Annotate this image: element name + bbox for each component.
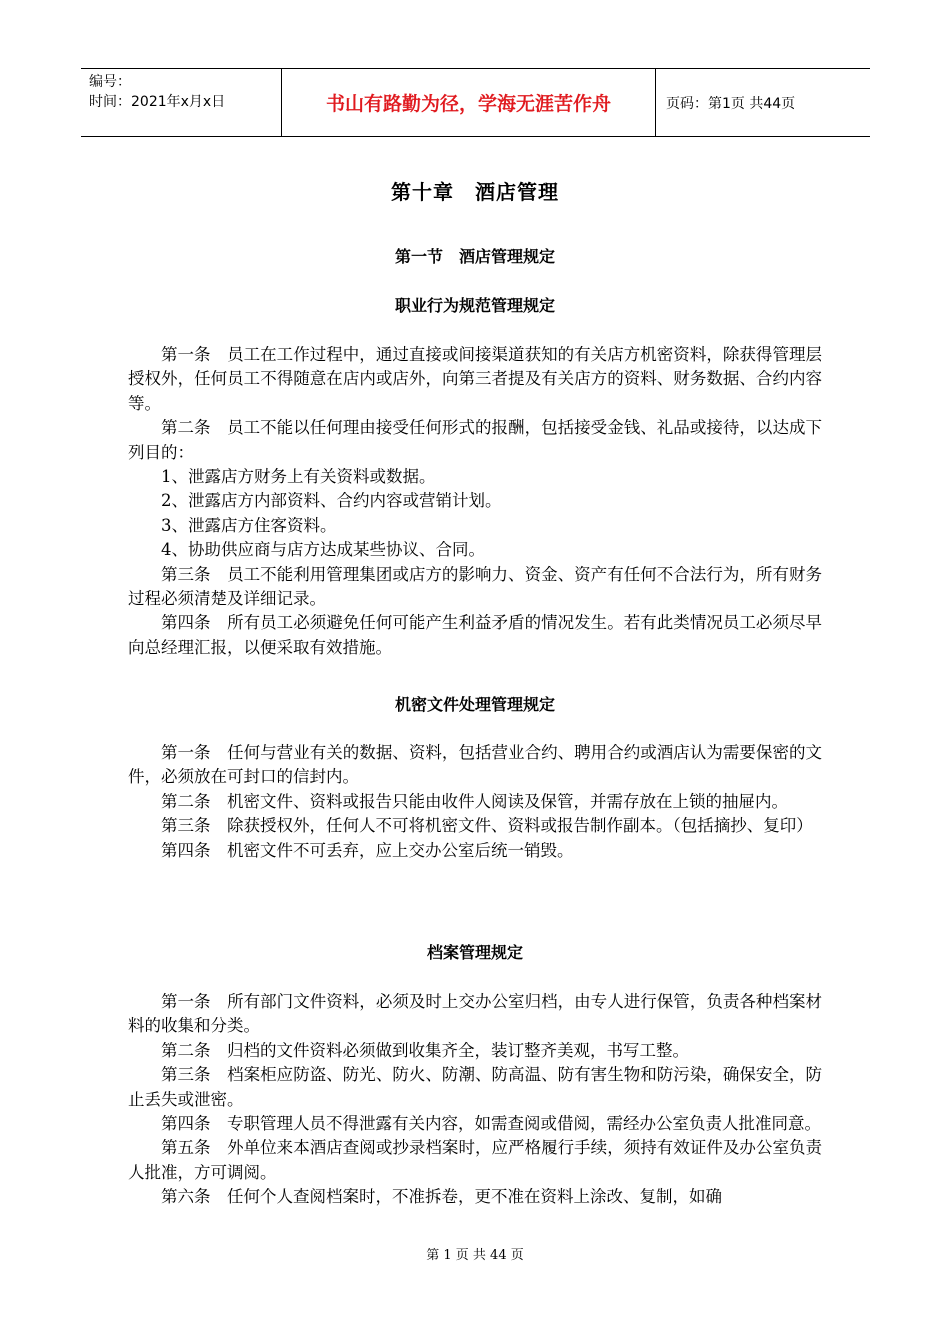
paragraph: 3、泄露店方住客资料。	[161, 515, 337, 535]
paragraph: 第三条 档案柜应防盗、防光、防火、防潮、防高温、防有害生物和防污染，确保安全，防止丢失或泄密。	[128, 1065, 822, 1109]
paragraph: 2、泄露店方内部资料、合约内容或营销计划。	[161, 491, 502, 511]
paragraph: 第二条 员工不能以任何理由接受任何形式的报酬，包括接受金钱、礼品或接待，以达成下列目的：	[128, 418, 822, 462]
subsection-title-archive: 档案管理规定	[426, 943, 523, 962]
paragraph: 第一条 所有部门文件资料，必须及时上交办公室归档，由专人进行保管，负责各种档案材料的收集和分类。	[128, 992, 822, 1036]
paragraph: 第三条 除获授权外，任何人不可将机密文件、资料或报告制作副本。（包括摘抄、复印）	[161, 816, 813, 836]
header-motto: 书山有路勤为径，学海无涯苦作舟	[282, 69, 656, 136]
paragraph: 第二条 机密文件、资料或报告只能由收件人阅读及保管，并需存放在上锁的抽屉内。	[161, 791, 788, 811]
header-table	[81, 68, 870, 137]
paragraph: 第一条 任何与营业有关的数据、资料，包括营业合约、聘用合约或酒店认为需要保密的文件，必须放在可封口的信封内。	[128, 743, 822, 787]
document-date-label: 时间：2021年x月x日	[89, 94, 226, 110]
document-number-label: 编号：	[89, 74, 131, 90]
paragraph: 第二条 归档的文件资料必须做到收集齐全，装订整齐美观，书写工整。	[161, 1040, 689, 1060]
paragraph: 第三条 员工不能利用管理集团或店方的影响力、资金、资产有任何不合法行为，所有财务过程必须清楚及详细记录。	[128, 564, 822, 609]
subsection-title-conduct: 职业行为规范管理规定	[394, 296, 555, 315]
paragraph: 4、协助供应商与店方达成某些协议、合同。	[161, 540, 485, 560]
chapter-title: 第十章 酒店管理	[391, 180, 559, 204]
paragraph: 第四条 机密文件不可丢弃，应上交办公室后统一销毁。	[161, 840, 574, 860]
paragraph: 第四条 所有员工必须避免任何可能产生利益矛盾的情况发生。若有此类情况员工必须尽早向总经理汇报，以便采取有效措施。	[128, 613, 822, 657]
paragraph: 第四条 专职管理人员不得泄露有关内容，如需查阅或借阅，需经办公室负责人批准同意。	[161, 1114, 821, 1134]
paragraph: 第五条 外单位来本酒店查阅或抄录档案时，应严格履行手续，须持有效证件及办公室负责人批准，方可调阅。	[128, 1138, 822, 1182]
confidential-rules	[128, 741, 822, 863]
paragraph: 1、泄露店方财务上有关资料或数据。	[161, 467, 436, 487]
subsection-title-confidential: 机密文件处理管理规定	[394, 695, 555, 714]
header-meta-cell	[81, 69, 282, 136]
paragraph: 第六条 任何个人查阅档案时，不准拆卷，更不准在资料上涂改、复制，如确	[161, 1187, 722, 1207]
header-page-info: 页码：第1页 共44页	[666, 95, 796, 112]
section-title: 第一节 酒店管理规定	[394, 247, 555, 266]
paragraph: 第一条 员工在工作过程中，通过直接或间接渠道获知的有关店方机密资料，除获得管理层授权外，任何员工不得随意在店内或店外，向第三者提及有关店方的资料、财务数据、合约内容等。	[128, 345, 822, 413]
archive-rules	[128, 990, 822, 1210]
conduct-rules	[128, 343, 822, 660]
page-footer: 第 1 页 共 44 页	[426, 1248, 524, 1263]
